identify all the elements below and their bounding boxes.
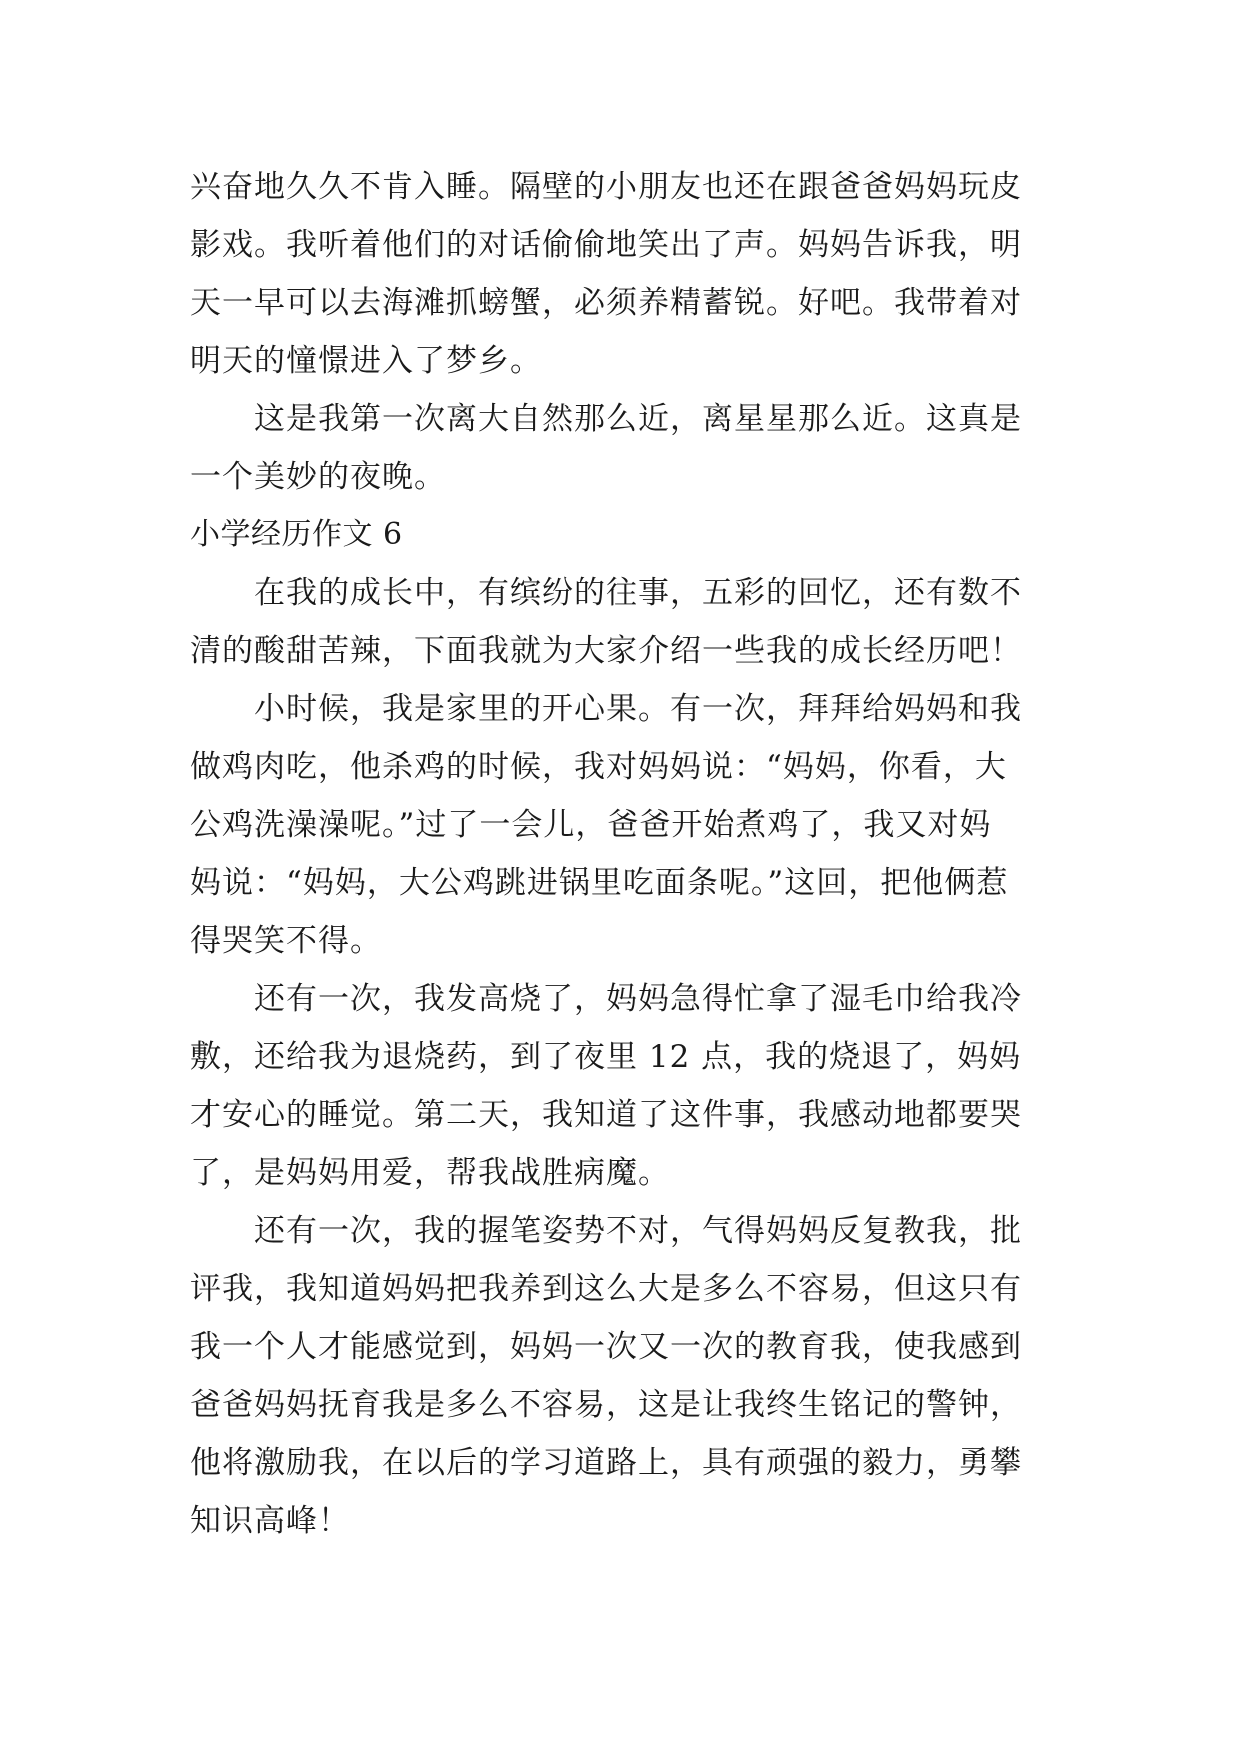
paragraph-first-line: 还有一次，我的握笔姿势不对，气得妈妈反复教我，批: [254, 1213, 1022, 1249]
text-line: 一个美妙的夜晚。: [190, 459, 446, 495]
paragraph-first-line: 小时候，我是家里的开心果。有一次，拜拜给妈妈和我: [254, 691, 1022, 727]
document-body: [190, 158, 1050, 1550]
text-line: 他将激励我，在以后的学习道路上，具有顽强的毅力，勇攀: [190, 1445, 1022, 1481]
text-line: 知识高峰！: [190, 1503, 350, 1539]
text-line: 清的酸甜苦辣，下面我就为大家介绍一些我的成长经历吧！: [190, 633, 1022, 669]
text-line: 做鸡肉吃，他杀鸡的时候，我对妈妈说：“妈妈，你看，大: [190, 749, 1007, 785]
text-line: 公鸡洗澡澡呢。”过了一会儿，爸爸开始煮鸡了，我又对妈: [190, 807, 992, 843]
text-line: 影戏。我听着他们的对话偷偷地笑出了声。妈妈告诉我，明: [190, 227, 1022, 263]
text-line: 我一个人才能感觉到，妈妈一次又一次的教育我，使我感到: [190, 1329, 1022, 1365]
text-line: 了，是妈妈用爱，帮我战胜病魔。: [190, 1155, 670, 1191]
text-line: 爸爸妈妈抚育我是多么不容易，这是让我终生铭记的警钟，: [190, 1387, 1022, 1423]
paragraph-first-line: 在我的成长中，有缤纷的往事，五彩的回忆，还有数不: [254, 575, 1022, 611]
text-line: 兴奋地久久不肯入睡。隔壁的小朋友也还在跟爸爸妈妈玩皮: [190, 169, 1022, 205]
text-line: 评我，我知道妈妈把我养到这么大是多么不容易，但这只有: [190, 1271, 1022, 1307]
section-heading: 小学经历作文 6: [190, 517, 403, 552]
text-line: 天一早可以去海滩抓螃蟹，必须养精蓄锐。好吧。我带着对: [190, 285, 1022, 321]
text-line: 明天的憧憬进入了梦乡。: [190, 343, 542, 379]
text-line: 敷，还给我为退烧药，到了夜里 12 点，我的烧退了，妈妈: [190, 1039, 1022, 1075]
text-line: 得哭笑不得。: [190, 923, 382, 959]
text-line: 才安心的睡觉。第二天，我知道了这件事，我感动地都要哭: [190, 1097, 1022, 1133]
paragraph-first-line: 还有一次，我发高烧了，妈妈急得忙拿了湿毛巾给我冷: [254, 981, 1022, 1017]
paragraph-first-line: 这是我第一次离大自然那么近，离星星那么近。这真是: [254, 401, 1022, 437]
text-line: 妈说：“妈妈，大公鸡跳进锅里吃面条呢。”这回，把他俩惹: [190, 865, 1009, 901]
